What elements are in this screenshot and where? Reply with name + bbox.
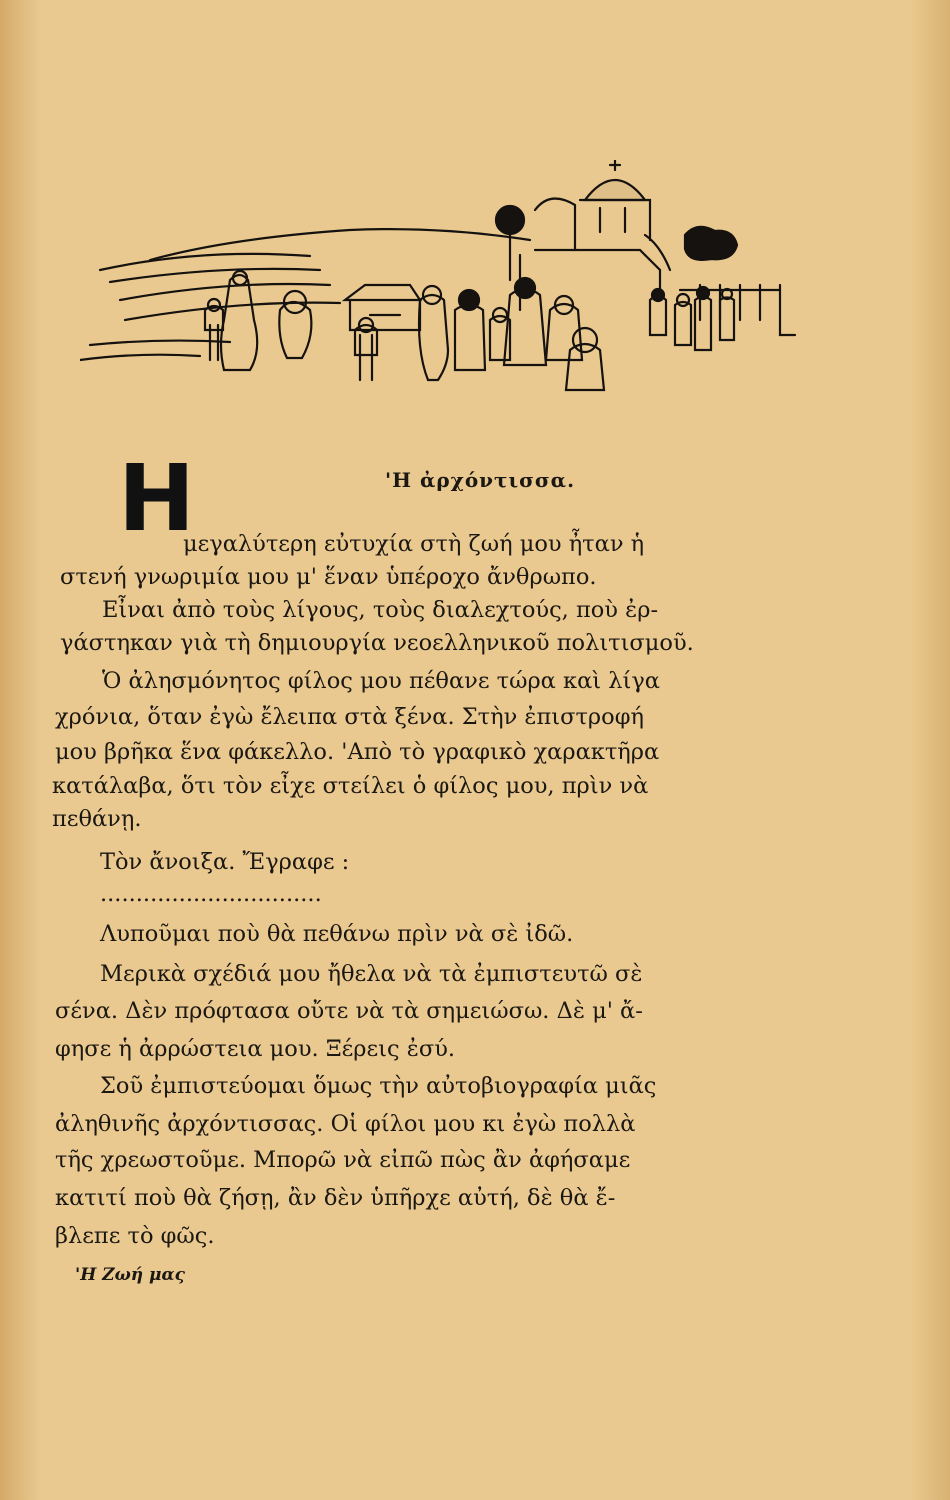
- text-line: στενή γνωριμία μου μ' ἕναν ὑπέροχο ἄνθρωπο.: [60, 564, 597, 590]
- text-line: μεγαλύτερη εὐτυχία στὴ ζωή μου ἦταν ἡ: [183, 531, 645, 557]
- text-line: τῆς χρεωστοῦμε. Μπορῶ νὰ εἰπῶ πὼς ἂν ἀφήσαμε: [55, 1147, 631, 1173]
- drop-cap-initial: Η: [118, 445, 195, 552]
- text-line: μου βρῆκα ἕνα φάκελλο. 'Απὸ τὸ γραφικὸ χαρακτῆρα: [55, 739, 660, 765]
- page-shadow-right: [910, 0, 950, 1500]
- text-line: Τὸν ἄνοιξα. Ἔγραφε :: [100, 849, 350, 875]
- text-line: βλεπε τὸ φῶς.: [55, 1223, 215, 1249]
- story-title: 'Η ἀρχόντισσα.: [385, 468, 576, 492]
- dotted-separator: ...............................: [100, 881, 322, 907]
- village-church-illustration: [80, 160, 800, 405]
- text-line: φησε ἡ ἀρρώστεια μου. Ξέρεις ἐσύ.: [55, 1036, 456, 1062]
- source-signature: 'Η Ζωή μας: [75, 1265, 185, 1285]
- text-line: κατιτί ποὺ θὰ ζήσῃ, ἂν δὲν ὑπῆρχε αὐτή, δὲ θὰ ἔ-: [55, 1185, 616, 1211]
- text-line: ἀληθινῆς ἀρχόντισσας. Οἱ φίλοι μου κι ἐγὼ πολλὰ: [55, 1111, 636, 1137]
- text-line: Εἶναι ἀπὸ τοὺς λίγους, τοὺς διαλεχτούς, ποὺ ἐρ-: [102, 597, 659, 623]
- text-line: Σοῦ ἐμπιστεύομαι ὅμως τὴν αὐτοβιογραφία μιᾶς: [100, 1073, 657, 1099]
- text-line: Μερικὰ σχέδιά μου ἤθελα νὰ τὰ ἐμπιστευτῶ σὲ: [100, 961, 643, 987]
- text-line: χρόνια, ὅταν ἐγὼ ἔλειπα στὰ ξένα. Στὴν ἐπιστροφή: [55, 704, 644, 730]
- text-line: Λυποῦμαι ποὺ θὰ πεθάνω πρὶν νὰ σὲ ἰδῶ.: [100, 921, 574, 947]
- text-line: Ὁ ἀλησμόνητος φίλος μου πέθανε τώρα καὶ λίγα: [102, 668, 660, 694]
- text-line: γάστηκαν γιὰ τὴ δημιουργία νεοελληνικοῦ πολιτισμοῦ.: [60, 630, 694, 656]
- text-line: πεθάνῃ.: [52, 806, 142, 832]
- text-line: κατάλαβα, ὅτι τὸν εἶχε στείλει ὁ φίλος μου, πρὶν νὰ: [52, 773, 649, 799]
- page-shadow-left: [0, 0, 40, 1500]
- text-line: σένα. Δὲν πρόφτασα οὔτε νὰ τὰ σημειώσω. Δὲ μ' ἄ-: [55, 998, 643, 1024]
